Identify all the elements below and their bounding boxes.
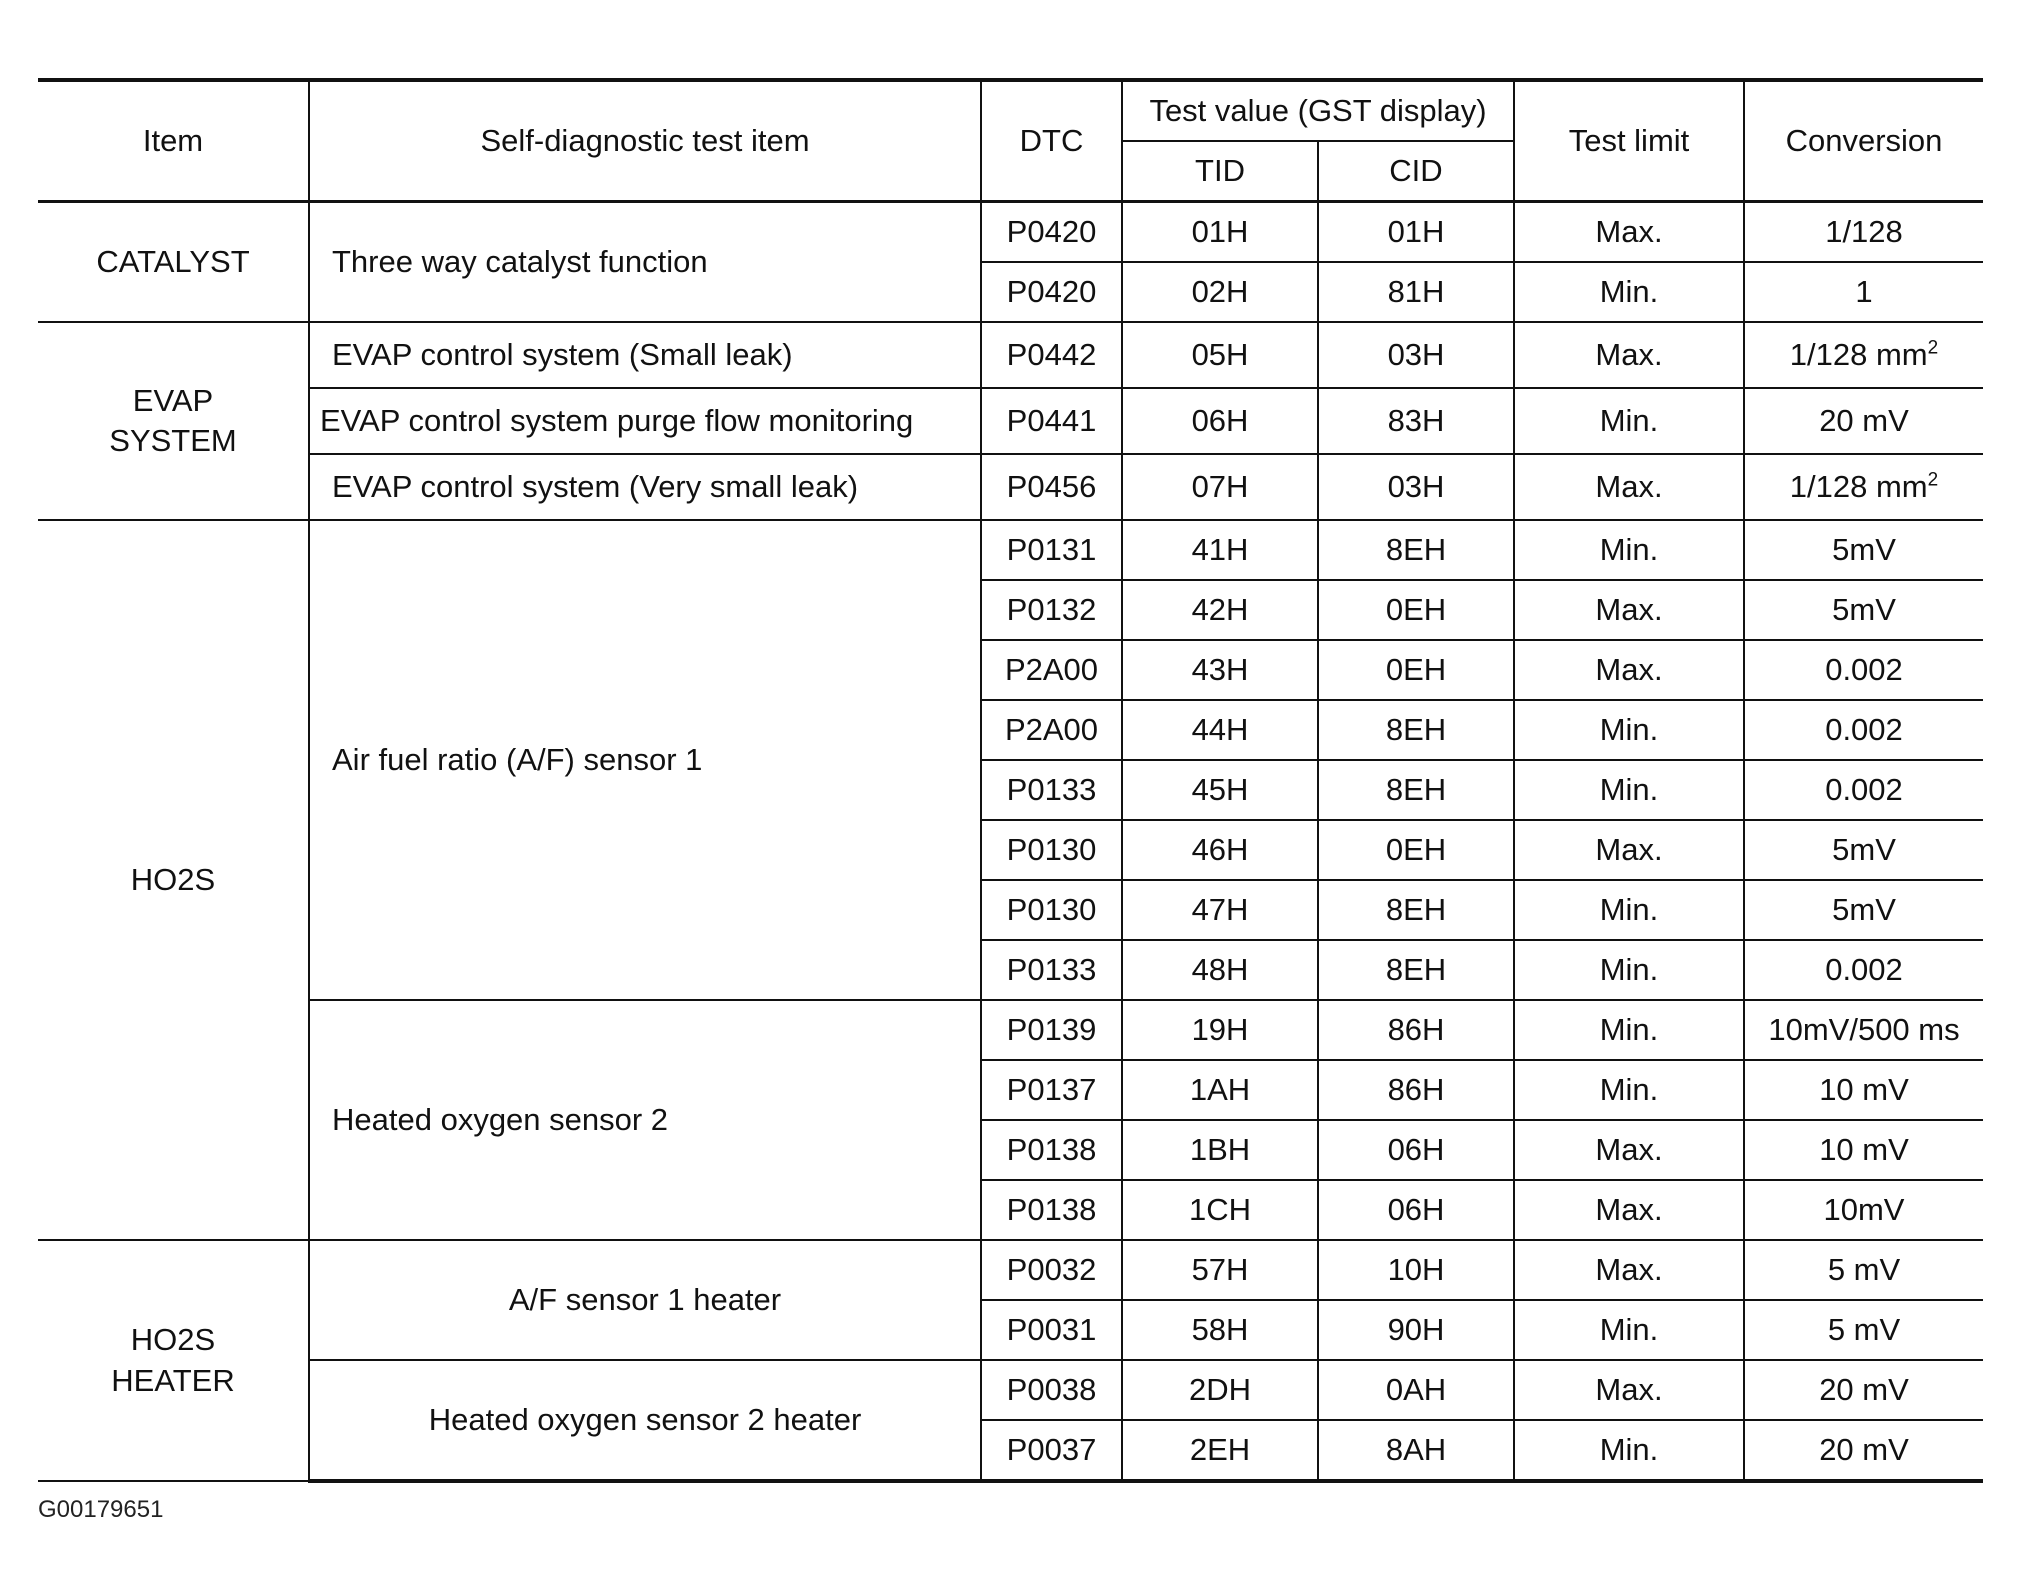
conversion-cell [1744,520,1983,580]
test-item-evap-very-small-leak: EVAP control system (Very small leak) [309,454,981,520]
col-header-cid: CID [1318,141,1514,202]
conversion-value: 5mV [1832,532,1896,567]
conversion-cell [1744,1060,1983,1120]
conversion-cell [1744,1240,1983,1300]
conversion-value: 1/128 mm [1789,337,1928,372]
conversion-cell [1744,1360,1983,1420]
tid-cell: 46H [1122,820,1318,880]
conversion-cell [1744,880,1983,940]
limit-cell: Max. [1514,1360,1744,1420]
test-item-af-sensor-1: Air fuel ratio (A/F) sensor 1 [309,520,981,1000]
group-evap-system [38,322,309,520]
tid-cell: 58H [1122,1300,1318,1360]
table-row [38,520,1983,580]
tid-cell: 07H [1122,454,1318,520]
conversion-value: 5 mV [1827,1312,1901,1347]
tid-cell: 47H [1122,880,1318,940]
limit-cell: Min. [1514,388,1744,454]
dtc-cell: P0130 [981,820,1122,880]
tid-cell: 41H [1122,520,1318,580]
table-body [38,202,1983,1482]
limit-cell: Max. [1514,1180,1744,1240]
conversion-value: 5 mV [1827,1252,1901,1287]
limit-cell: Min. [1514,1420,1744,1481]
col-header-test-limit: Test limit [1514,80,1744,202]
conversion-superscript: 2 [1927,337,1939,359]
tid-cell: 57H [1122,1240,1318,1300]
dtc-cell: P0037 [981,1420,1122,1481]
conversion-cell [1744,1120,1983,1180]
cid-cell: 90H [1318,1300,1514,1360]
dtc-cell: P2A00 [981,640,1122,700]
conversion-value: 10 mV [1819,1072,1909,1107]
table-row [38,388,1983,454]
tid-cell: 2DH [1122,1360,1318,1420]
test-item-af-sensor-1-heater: A/F sensor 1 heater [309,1240,981,1360]
conversion-cell [1744,1000,1983,1060]
limit-cell: Max. [1514,454,1744,520]
table-row [38,1240,1983,1300]
limit-cell: Min. [1514,940,1744,1000]
cid-cell: 8EH [1318,700,1514,760]
cid-cell: 0EH [1318,640,1514,700]
conversion-cell [1744,940,1983,1000]
figure-id: G00179651 [38,1496,164,1523]
test-value-table [38,78,1983,1483]
col-header-item: Item [38,80,309,202]
tid-cell: 05H [1122,322,1318,388]
group-evap-line2: SYSTEM [109,423,237,458]
group-catalyst: CATALYST [38,202,309,323]
tid-cell: 2EH [1122,1420,1318,1481]
limit-cell: Min. [1514,760,1744,820]
limit-cell: Max. [1514,820,1744,880]
tid-cell: 43H [1122,640,1318,700]
conversion-cell [1744,820,1983,880]
dtc-cell: P0139 [981,1000,1122,1060]
group-ho2s-heater-line1: HO2S [130,1322,216,1358]
test-item-three-way-catalyst: Three way catalyst function [309,202,981,323]
test-item-heated-oxygen-sensor-2: Heated oxygen sensor 2 [309,1000,981,1240]
diagnostic-table-document [38,78,1983,1483]
tid-cell: 48H [1122,940,1318,1000]
limit-cell: Min. [1514,880,1744,940]
dtc-cell: P2A00 [981,700,1122,760]
cid-cell: 03H [1318,454,1514,520]
conversion-value: 1 [1855,274,1873,309]
group-ho2s-heater [38,1240,309,1481]
conversion-value: 10 mV [1819,1132,1909,1167]
cid-cell: 83H [1318,388,1514,454]
tid-cell: 1AH [1122,1060,1318,1120]
dtc-cell: P0138 [981,1180,1122,1240]
conversion-cell [1744,388,1983,454]
dtc-cell: P0031 [981,1300,1122,1360]
dtc-cell: P0442 [981,322,1122,388]
cid-cell: 0EH [1318,580,1514,640]
cid-cell: 8AH [1318,1420,1514,1481]
conversion-value: 0.002 [1825,772,1903,807]
limit-cell: Max. [1514,202,1744,263]
tid-cell: 19H [1122,1000,1318,1060]
tid-cell: 1BH [1122,1120,1318,1180]
cid-cell: 0EH [1318,820,1514,880]
conversion-value: 5mV [1832,832,1896,867]
conversion-superscript: 2 [1927,469,1939,491]
conversion-cell [1744,640,1983,700]
dtc-cell: P0133 [981,760,1122,820]
tid-cell: 06H [1122,388,1318,454]
conversion-cell [1744,322,1983,388]
conversion-cell [1744,700,1983,760]
limit-cell: Max. [1514,1120,1744,1180]
conversion-value: 20 mV [1819,1372,1909,1407]
tid-cell: 44H [1122,700,1318,760]
conversion-value: 5mV [1832,892,1896,927]
conversion-cell [1744,1180,1983,1240]
cid-cell: 03H [1318,322,1514,388]
dtc-cell: P0420 [981,262,1122,322]
limit-cell: Min. [1514,700,1744,760]
dtc-cell: P0456 [981,454,1122,520]
test-item-heated-oxygen-sensor-2-heater: Heated oxygen sensor 2 heater [309,1360,981,1481]
tid-cell: 02H [1122,262,1318,322]
conversion-cell [1744,454,1983,520]
dtc-cell: P0038 [981,1360,1122,1420]
conversion-cell [1744,202,1983,263]
cid-cell: 0AH [1318,1360,1514,1420]
conversion-value: 0.002 [1825,652,1903,687]
test-item-evap-small-leak: EVAP control system (Small leak) [309,322,981,388]
table-header [38,80,1983,202]
conversion-cell [1744,262,1983,322]
dtc-cell: P0132 [981,580,1122,640]
conversion-value: 0.002 [1825,712,1903,747]
col-header-test-item: Self-diagnostic test item [309,80,981,202]
test-item-evap-purge-flow: EVAP control system purge flow monitoring [309,388,981,454]
cid-cell: 86H [1318,1000,1514,1060]
conversion-value: 5mV [1832,592,1896,627]
cid-cell: 01H [1318,202,1514,263]
cid-cell: 86H [1318,1060,1514,1120]
dtc-cell: P0420 [981,202,1122,263]
limit-cell: Max. [1514,580,1744,640]
conversion-value: 1/128 [1825,214,1903,249]
tid-cell: 1CH [1122,1180,1318,1240]
conversion-value: 20 mV [1819,1432,1909,1467]
col-header-conversion: Conversion [1744,80,1983,202]
conversion-cell [1744,760,1983,820]
cid-cell: 81H [1318,262,1514,322]
dtc-cell: P0130 [981,880,1122,940]
conversion-cell [1744,1300,1983,1360]
cid-cell: 06H [1318,1180,1514,1240]
table-row [38,1360,1983,1420]
dtc-cell: P0441 [981,388,1122,454]
col-header-dtc: DTC [981,80,1122,202]
group-evap-line1: EVAP [132,382,214,418]
conversion-cell [1744,580,1983,640]
dtc-cell: P0133 [981,940,1122,1000]
limit-cell: Max. [1514,322,1744,388]
table-row [38,1000,1983,1060]
table-row [38,322,1983,388]
conversion-value: 20 mV [1819,403,1909,438]
limit-cell: Min. [1514,1060,1744,1120]
table-row [38,202,1983,263]
col-header-test-value: Test value (GST display) [1122,80,1514,141]
limit-cell: Min. [1514,520,1744,580]
conversion-value: 10mV/500 ms [1768,1012,1960,1047]
tid-cell: 01H [1122,202,1318,263]
limit-cell: Max. [1514,640,1744,700]
limit-cell: Max. [1514,1240,1744,1300]
dtc-cell: P0032 [981,1240,1122,1300]
table-row [38,454,1983,520]
conversion-value: 1/128 mm [1789,469,1928,504]
cid-cell: 10H [1318,1240,1514,1300]
dtc-cell: P0131 [981,520,1122,580]
dtc-cell: P0137 [981,1060,1122,1120]
dtc-cell: P0138 [981,1120,1122,1180]
tid-cell: 42H [1122,580,1318,640]
conversion-value: 10mV [1823,1192,1905,1227]
conversion-cell [1744,1420,1983,1481]
cid-cell: 8EH [1318,760,1514,820]
group-ho2s-heater-line2: HEATER [111,1362,235,1398]
limit-cell: Min. [1514,262,1744,322]
cid-cell: 06H [1318,1120,1514,1180]
group-ho2s: HO2S [38,520,309,1240]
cid-cell: 8EH [1318,880,1514,940]
col-header-tid: TID [1122,141,1318,202]
limit-cell: Min. [1514,1300,1744,1360]
cid-cell: 8EH [1318,520,1514,580]
cid-cell: 8EH [1318,940,1514,1000]
limit-cell: Min. [1514,1000,1744,1060]
tid-cell: 45H [1122,760,1318,820]
conversion-value: 0.002 [1825,952,1903,987]
